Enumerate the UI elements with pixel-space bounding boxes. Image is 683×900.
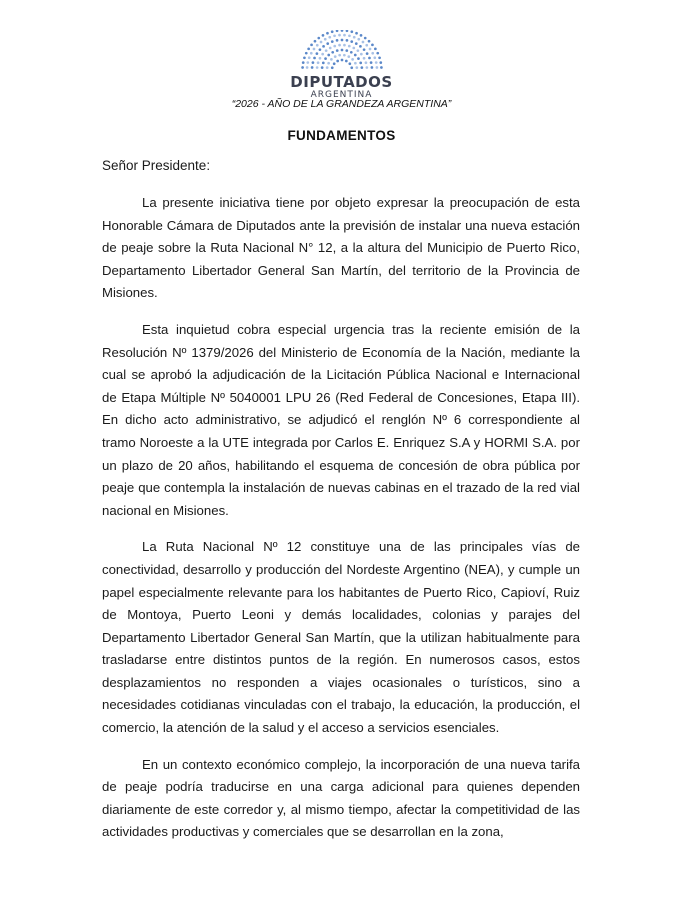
hemicycle-seat-dot [328, 36, 331, 39]
hemicycle-seat-dot [340, 49, 343, 52]
hemicycle-seat-dot [327, 62, 330, 65]
hemicycle-seat-dot [363, 37, 366, 40]
hemicycle-seat-dot [330, 30, 333, 33]
hemicycle-seat-dot [369, 61, 372, 64]
hemicycle-seat-dot [321, 34, 324, 37]
hemicycle-seat-dot [345, 30, 348, 32]
hemicycle-seat-dot [338, 44, 341, 47]
hemicycle-seat-dot [319, 41, 322, 44]
hemicycle-seat-dot [347, 55, 350, 58]
hemicycle-seat-dot [336, 60, 339, 63]
hemicycle-seat-dot [315, 44, 318, 47]
hemicycle-seat-dot [364, 61, 367, 64]
hemicycle-seat-dot [355, 66, 358, 69]
hemicycle-seat-dot [311, 61, 314, 64]
hemicycle-seat-dot [320, 66, 323, 69]
hemicycle-seat-dot [303, 56, 306, 59]
hemicycle-seat-dot [335, 49, 338, 52]
hemicycle-seat-dot [313, 57, 316, 60]
hemicycle-seat-dot [333, 45, 336, 48]
hemicycle-seat-dot [343, 44, 346, 47]
hemicycle-seat-dot [333, 55, 336, 58]
hemicycle-seat-dot [321, 53, 324, 56]
hemicycle-seat-dot [371, 43, 374, 46]
hemicycle-seat-dot [330, 40, 333, 43]
hemicycle-seat-dot [365, 44, 368, 47]
hemicycle-seat-dot [324, 57, 327, 60]
hemicycle-seat-dot [321, 62, 324, 65]
hemicycle-seat-dot [326, 32, 329, 35]
hemicycle-seat-dot [368, 57, 371, 60]
hemicycle-seat-dot [352, 47, 355, 50]
hemicycle-seat-dot [357, 57, 360, 60]
hemicycle-seat-dot [348, 34, 351, 37]
paragraph-2: Esta inquietud cobra especial urgencia tras la reciente emisión de la Resolución Nº 1379/2026 del Ministerio de Economía de la Nación, mediante la cual se aprobó la adjudicación de la Licitación Pública Nacional e Internacional de Etapa Múltiple Nº 5040001 LPU 26 (Red Federal de Concesiones, Etapa III). En dicho acto administrativo, se adjudicó el renglón Nº 6 correspondiente al tramo Noroeste a la UTE integrada por Carlos E. Enriquez S.A y HORMI S.A. por un plazo de 20 años, habilitando el esquema de concesión de obra pública por peaje que contempla la instalación de nuevas cabinas en el trazado de la red vial nacional en Misiones. [102, 321, 580, 518]
hemicycle-seat-dot [301, 66, 304, 69]
hemicycle-seat-dot [333, 34, 336, 37]
hemicycle-seat-dot [328, 47, 331, 50]
hemicycle-seat-dot [335, 39, 338, 42]
hemicycle-seat-dot [316, 61, 319, 64]
paragraph-4: En un contexto económico complejo, la incorporación de una nueva tarifa de peaje podría traducirse en una carga adicional para quienes dependen diariamente de este corredor y, al mismo tiempo, afectar la competitividad de las actividades productivas y comerciales que se desarrollan en la zona, [102, 756, 580, 840]
hemicycle-seat-dot [354, 62, 357, 65]
hemicycle-seat-dot [345, 49, 348, 52]
hemicycle-seat-dot [361, 41, 364, 44]
hemicycle-seat-dot [301, 61, 304, 64]
hemicycle-seat-dot [348, 62, 351, 65]
hemicycle-seat-dot [340, 30, 343, 32]
hemicycle-seat-dot [350, 40, 353, 43]
hemicycle-seat-dot [310, 43, 313, 46]
hemicycle-seat-dot [343, 54, 346, 57]
hemicycle-seat-dot [326, 42, 329, 45]
hemicycle-seat-dot [352, 36, 355, 39]
hemicycle-seat-dot [374, 61, 377, 64]
hemicycle-seat-dot [307, 47, 310, 50]
document-title: FUNDAMENTOS [287, 128, 396, 143]
hemicycle-seat-dot [376, 52, 379, 55]
hemicycle-seat-dot [315, 52, 318, 55]
hemicycle-seat-dot [307, 56, 310, 59]
hemicycle-seat-dot [330, 58, 333, 61]
hemicycle-seat-dot [347, 45, 350, 48]
year-motto: “2026 - AÑO DE LA GRANDEZA ARGENTINA” [231, 98, 452, 110]
hemicycle-seat-dot [355, 32, 358, 35]
hemicycle-seat-dot [367, 40, 370, 43]
hemicycle-seat-dot [359, 62, 362, 65]
hemicycle-seat-dot [305, 66, 308, 69]
hemicycle-seat-dot [356, 49, 359, 52]
hemicycle-seat-dot [360, 66, 363, 69]
hemicycle-seat-dot [357, 38, 360, 41]
hemicycle-seat-dot [312, 48, 315, 51]
paragraph-1: La presente iniciativa tiene por objeto expresar la preocupación de esta Honorable Cámara de Diputados ante la previsión de instalar una nueva estación de peaje sobre la Ruta Nacional N° 12, a la altura del Municipio de Puerto Rico, Departamento Libertador General San Martín, del territorio de la Provincia de Misiones. [102, 195, 580, 301]
hemicycle-seat-dot [325, 66, 328, 69]
hemicycle-seat-dot [380, 66, 383, 69]
hemicycle-seat-dot [323, 38, 326, 41]
hemicycle-seat-dot [318, 57, 321, 60]
hemicycle-seat-dot [324, 49, 327, 52]
hemicycle-logo-icon [294, 30, 390, 72]
hemicycle-seat-dot [379, 61, 382, 64]
hemicycle-seat-dot [343, 34, 346, 37]
hemicycle-seat-dot [375, 66, 378, 69]
hemicycle-seat-dot [378, 56, 381, 59]
hemicycle-seat-dot [318, 48, 321, 51]
hemicycle-seat-dot [335, 30, 338, 32]
hemicycle-seat-dot [331, 51, 334, 54]
hemicycle-seat-dot [353, 54, 356, 57]
hemicycle-seat-dot [338, 34, 341, 37]
hemicycle-seat-dot [365, 66, 368, 69]
hemicycle-seat-dot [354, 42, 357, 45]
logo-country-text: ARGENTINA [310, 90, 373, 100]
hemicycle-seat-dot [313, 40, 316, 43]
hemicycle-seat-dot [330, 66, 333, 69]
hemicycle-seat-dot [362, 48, 365, 51]
hemicycle-seat-dot [370, 66, 373, 69]
hemicycle-seat-dot [350, 66, 353, 69]
hemicycle-seat-dot [359, 53, 362, 56]
hemicycle-seat-dot [351, 58, 354, 61]
hemicycle-seat-dot [359, 45, 362, 48]
hemicycle-seat-dot [345, 39, 348, 42]
chamber-logo [0, 30, 683, 101]
hemicycle-seat-dot [327, 54, 330, 57]
salutation: Señor Presidente: [102, 158, 211, 173]
hemicycle-seat-dot [374, 47, 377, 50]
hemicycle-seat-dot [349, 51, 352, 54]
hemicycle-seat-dot [344, 60, 347, 63]
hemicycle-seat-dot [306, 61, 309, 64]
hemicycle-seat-dot [315, 66, 318, 69]
hemicycle-seat-dot [371, 52, 374, 55]
hemicycle-seat-dot [365, 52, 368, 55]
hemicycle-seat-dot [359, 34, 362, 37]
hemicycle-seat-dot [332, 62, 335, 65]
hemicycle-seat-dot [350, 30, 353, 33]
hemicycle-seat-dot [310, 66, 313, 69]
hemicycle-seat-dot [368, 48, 371, 51]
hemicycle-seat-dot [373, 56, 376, 59]
hemicycle-seat-dot [362, 57, 365, 60]
hemicycle-seat-dot [317, 37, 320, 40]
hemicycle-seat-dot [309, 52, 312, 55]
logo-brand-text: DIPUTADOS [290, 73, 393, 91]
document-body [102, 192, 580, 858]
hemicycle-seat-dot [340, 39, 343, 42]
paragraph-3: La Ruta Nacional Nº 12 constituye una de las principales vías de conectividad, desarrollo y producción del Nordeste Argentino (NEA), y cumple un papel especialmente relevante para los habitantes de Puerto Rico, Capioví, Ruiz de Montoya, Puerto Leoni y demás localidades, colonias y parajes del Departamento Libertador General San Martín, que la utilizan habitualmente para trasladarse entre distintos puntos de la región. En numerosos casos, estos desplazamientos no responden a viajes ocasionales o turísticos, sino a necesidades cotidianas vinculadas con el trabajo, la educación, la producción, el comercio, la atención de la salud y el acceso a servicios esenciales. [102, 539, 580, 736]
hemicycle-seat-dot [304, 52, 307, 55]
hemicycle-seat-dot [340, 59, 343, 62]
hemicycle-seat-dot [338, 54, 341, 57]
hemicycle-seat-dot [322, 45, 325, 48]
